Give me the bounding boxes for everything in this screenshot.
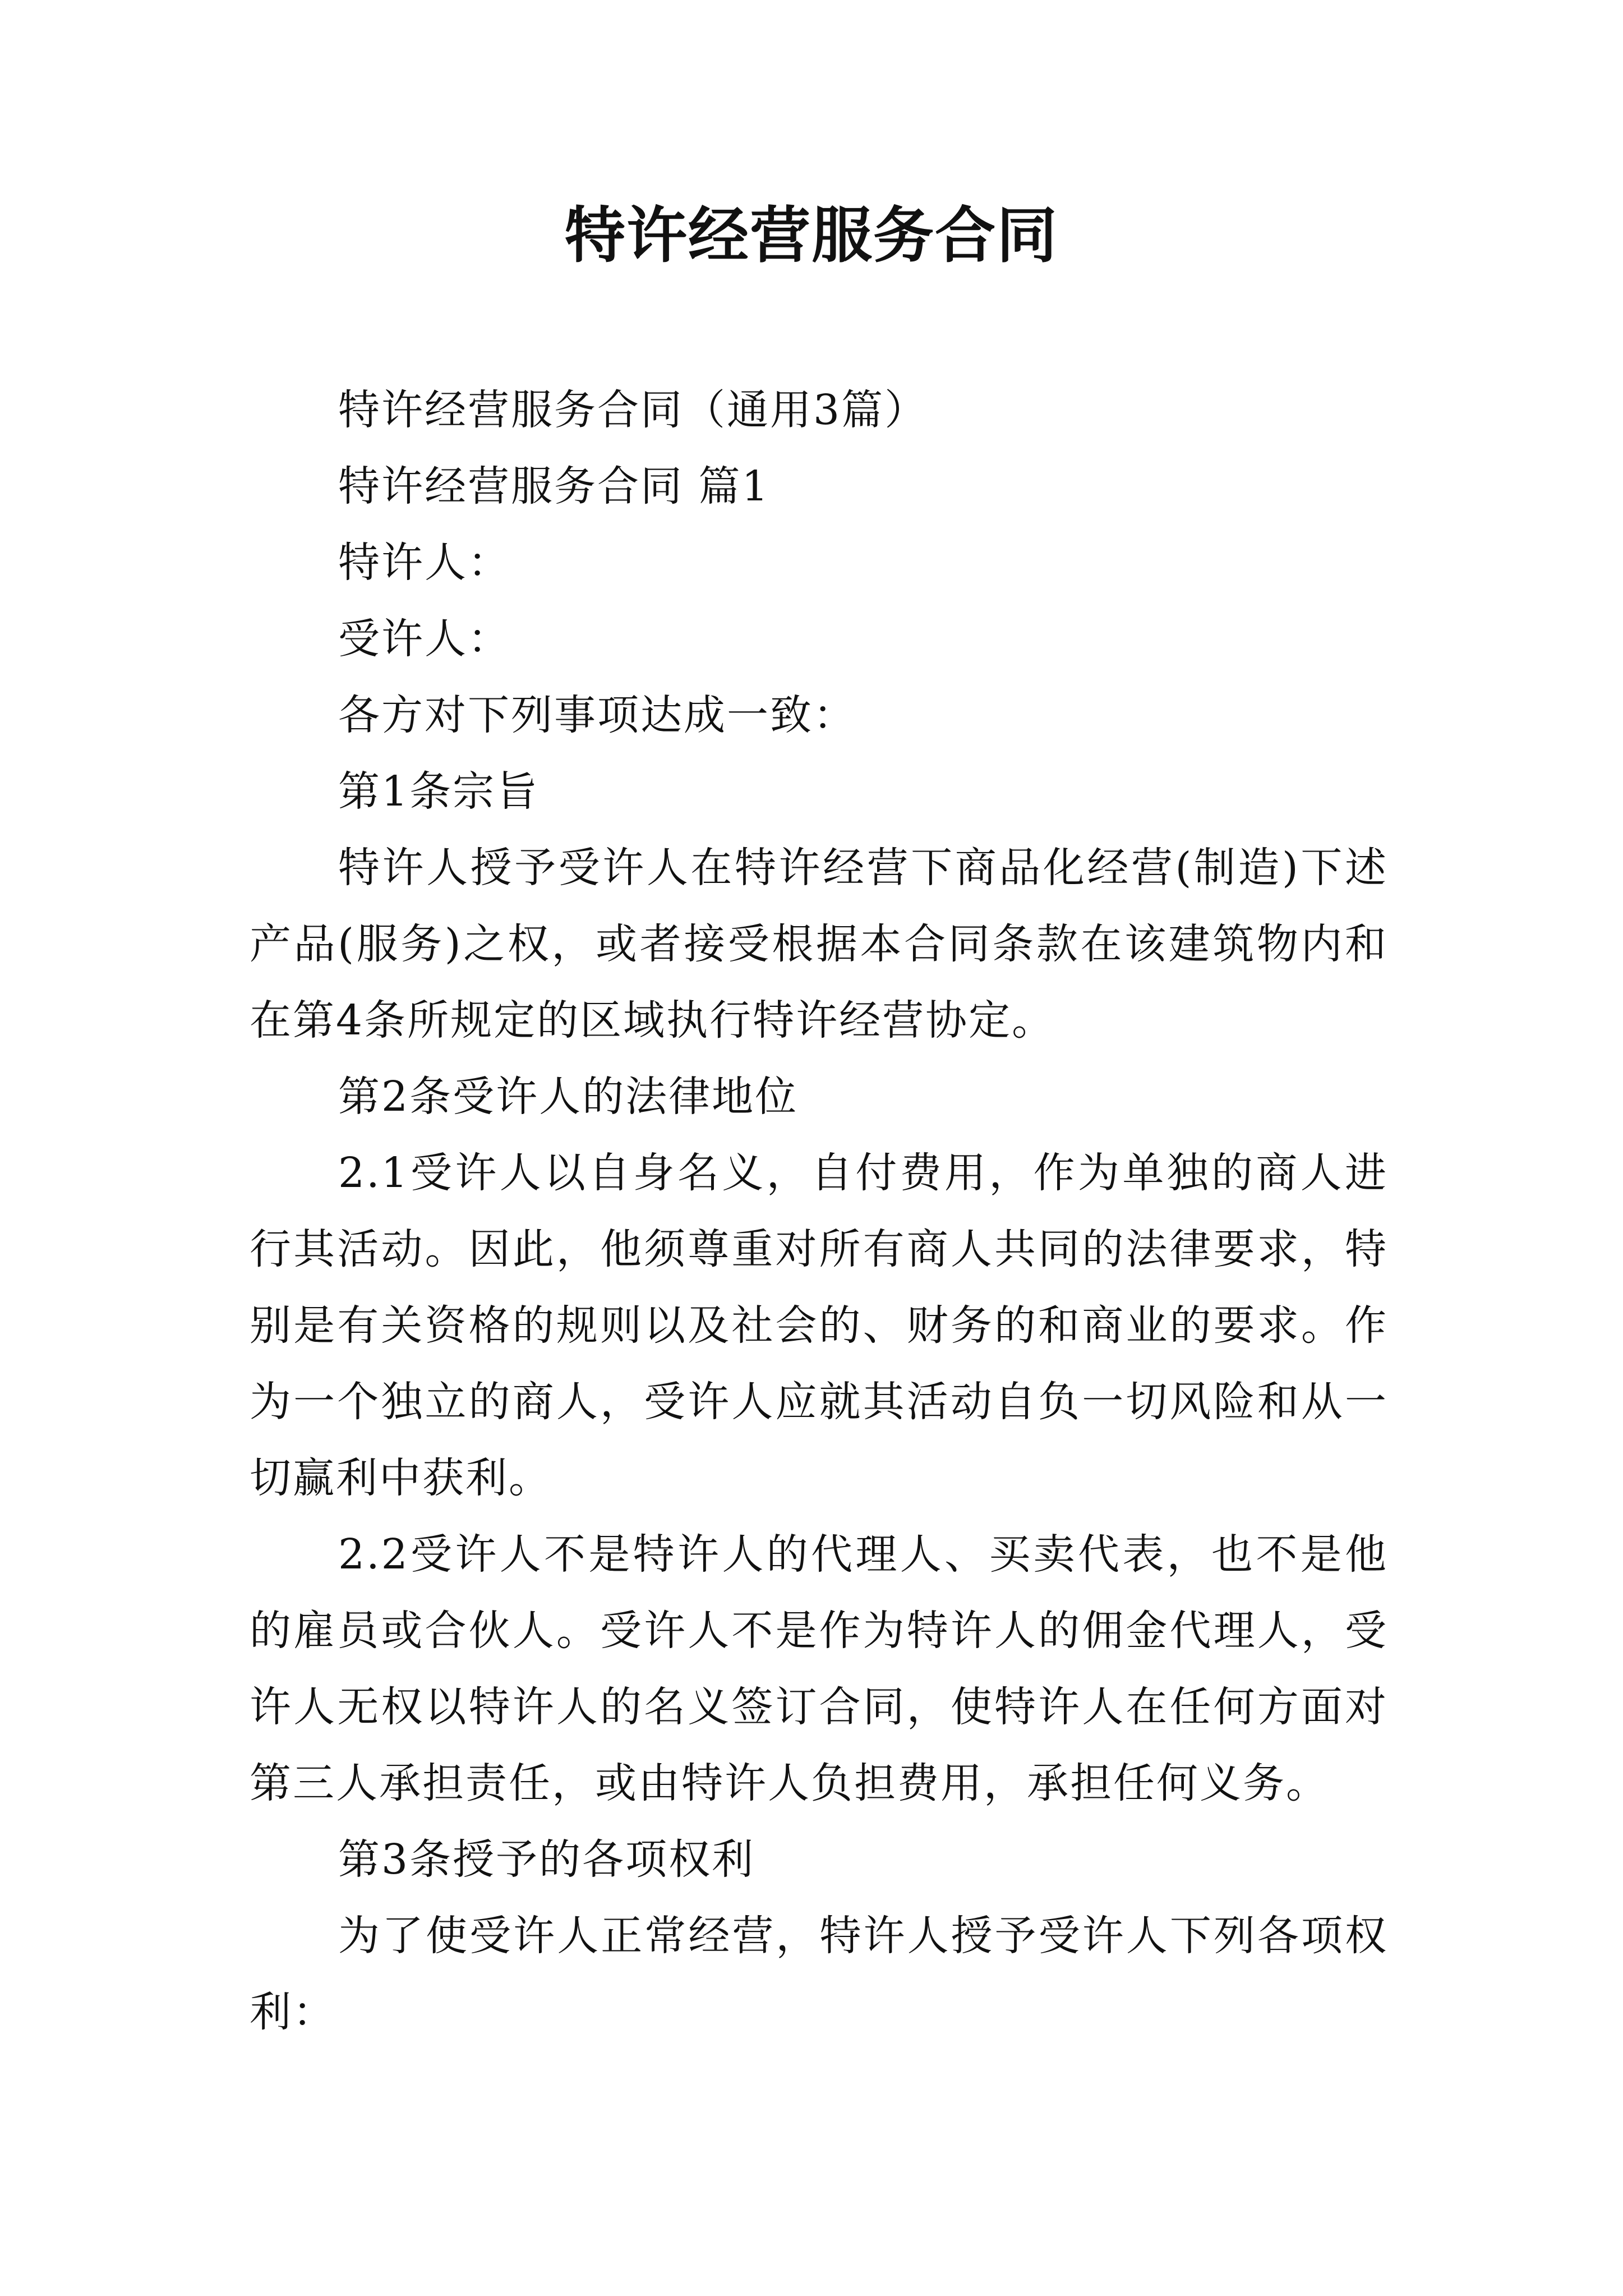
paragraph-part-heading: 特许经营服务合同 篇1 [338, 462, 770, 510]
paragraph-article-3-heading: 第3条授予的各项权利 [338, 1835, 755, 1884]
document-title: 特许经营服务合同 [564, 200, 1058, 271]
paragraph-collection-heading: 特许经营服务合同（通用3篇） [338, 386, 928, 434]
paragraph-article-3-body: 为了使受许人正常经营，特许人授予受许人下列各项权利： [250, 1912, 1388, 2036]
paragraph-article-2-heading: 第2条受许人的法律地位 [338, 1073, 799, 1121]
document-body [250, 372, 1388, 2050]
paragraph-article-1-body: 特许人授予受许人在特许经营下商品化经营(制造)下述产品(服务)之权，或者接受根据本合同条款在该建筑物内和在第4条所规定的区域执行特许经营协定。 [250, 844, 1388, 1045]
paragraph-agreement-intro: 各方对下列事项达成一致： [338, 691, 856, 739]
paragraph-franchisor-line: 特许人： [338, 539, 511, 587]
paragraph-franchisee-line: 受许人： [338, 615, 511, 663]
paragraph-article-2-2: 2.2受许人不是特许人的代理人、买卖代表，也不是他的雇员或合伙人。受许人不是作为特许人的佣金代理人，受许人无权以特许人的名义签订合同，使特许人在任何方面对第三人承担责任，或由特许人负担费用，承担任何义务。 [250, 1530, 1388, 1807]
paragraph-article-1-heading: 第1条宗旨 [338, 767, 540, 816]
paragraph-article-2-1: 2.1受许人以自身名义，自付费用，作为单独的商人进行其活动。因此，他须尊重对所有商人共同的法律要求，特别是有关资格的规则以及社会的、财务的和商业的要求。作为一个独立的商人，受许人应就其活动自负一切风险和从一切赢利中获利。 [250, 1149, 1388, 1502]
